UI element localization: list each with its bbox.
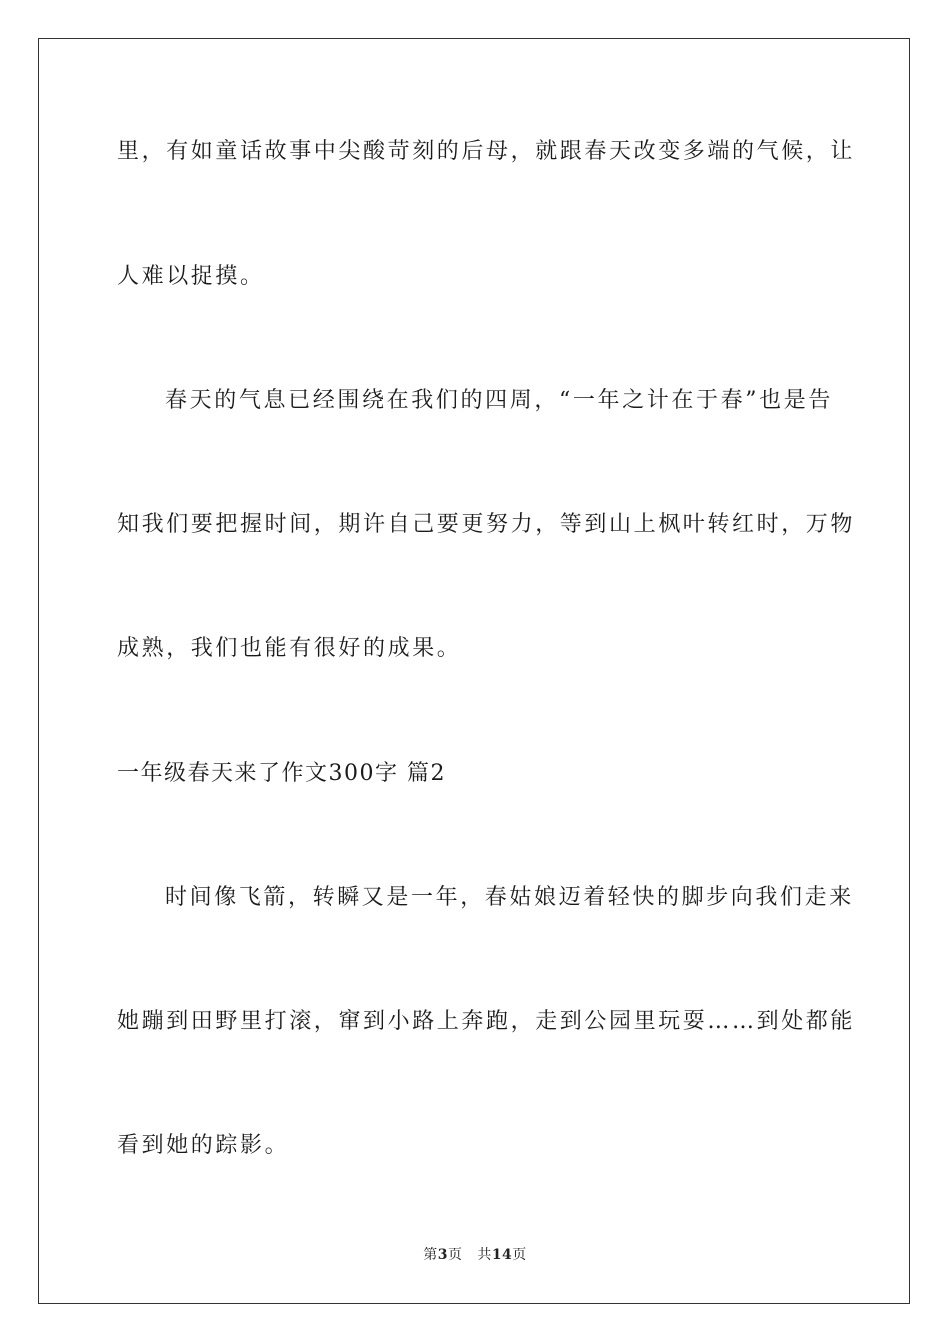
paragraph-line: 时间像飞箭，转瞬又是一年，春姑娘迈着轻快的脚步向我们走来 xyxy=(165,885,854,910)
paragraph-line: 知我们要把握时间，期许自己要更努力，等到山上枫叶转红时，万物 xyxy=(117,512,856,537)
footer-page-unit: 页 xyxy=(447,1247,463,1263)
page-border xyxy=(38,38,910,1304)
footer-total-prefix: 共 xyxy=(477,1247,492,1263)
paragraph-line: 春天的气息已经围绕在我们的四周，“一年之计在于春”也是告 xyxy=(165,388,833,413)
paragraph-line: 成熟，我们也能有很好的成果。 xyxy=(117,636,462,661)
paragraph-line: 她蹦到田野里打滚，窜到小路上奔跑，走到公园里玩耍……到处都能 xyxy=(117,1009,856,1034)
footer-prefix: 第 xyxy=(423,1247,438,1263)
current-page-number: 3 xyxy=(437,1247,448,1263)
footer-total-unit: 页 xyxy=(512,1247,527,1263)
page-footer xyxy=(0,1246,950,1264)
section-heading: 一年级春天来了作文300字 篇2 xyxy=(117,761,446,786)
total-pages-number: 14 xyxy=(491,1247,513,1263)
paragraph-line: 看到她的踪影。 xyxy=(117,1133,290,1158)
paragraph-line: 人难以捉摸。 xyxy=(117,264,265,289)
paragraph-line: 里，有如童话故事中尖酸苛刻的后母，就跟春天改变多端的气候，让 xyxy=(117,139,856,164)
